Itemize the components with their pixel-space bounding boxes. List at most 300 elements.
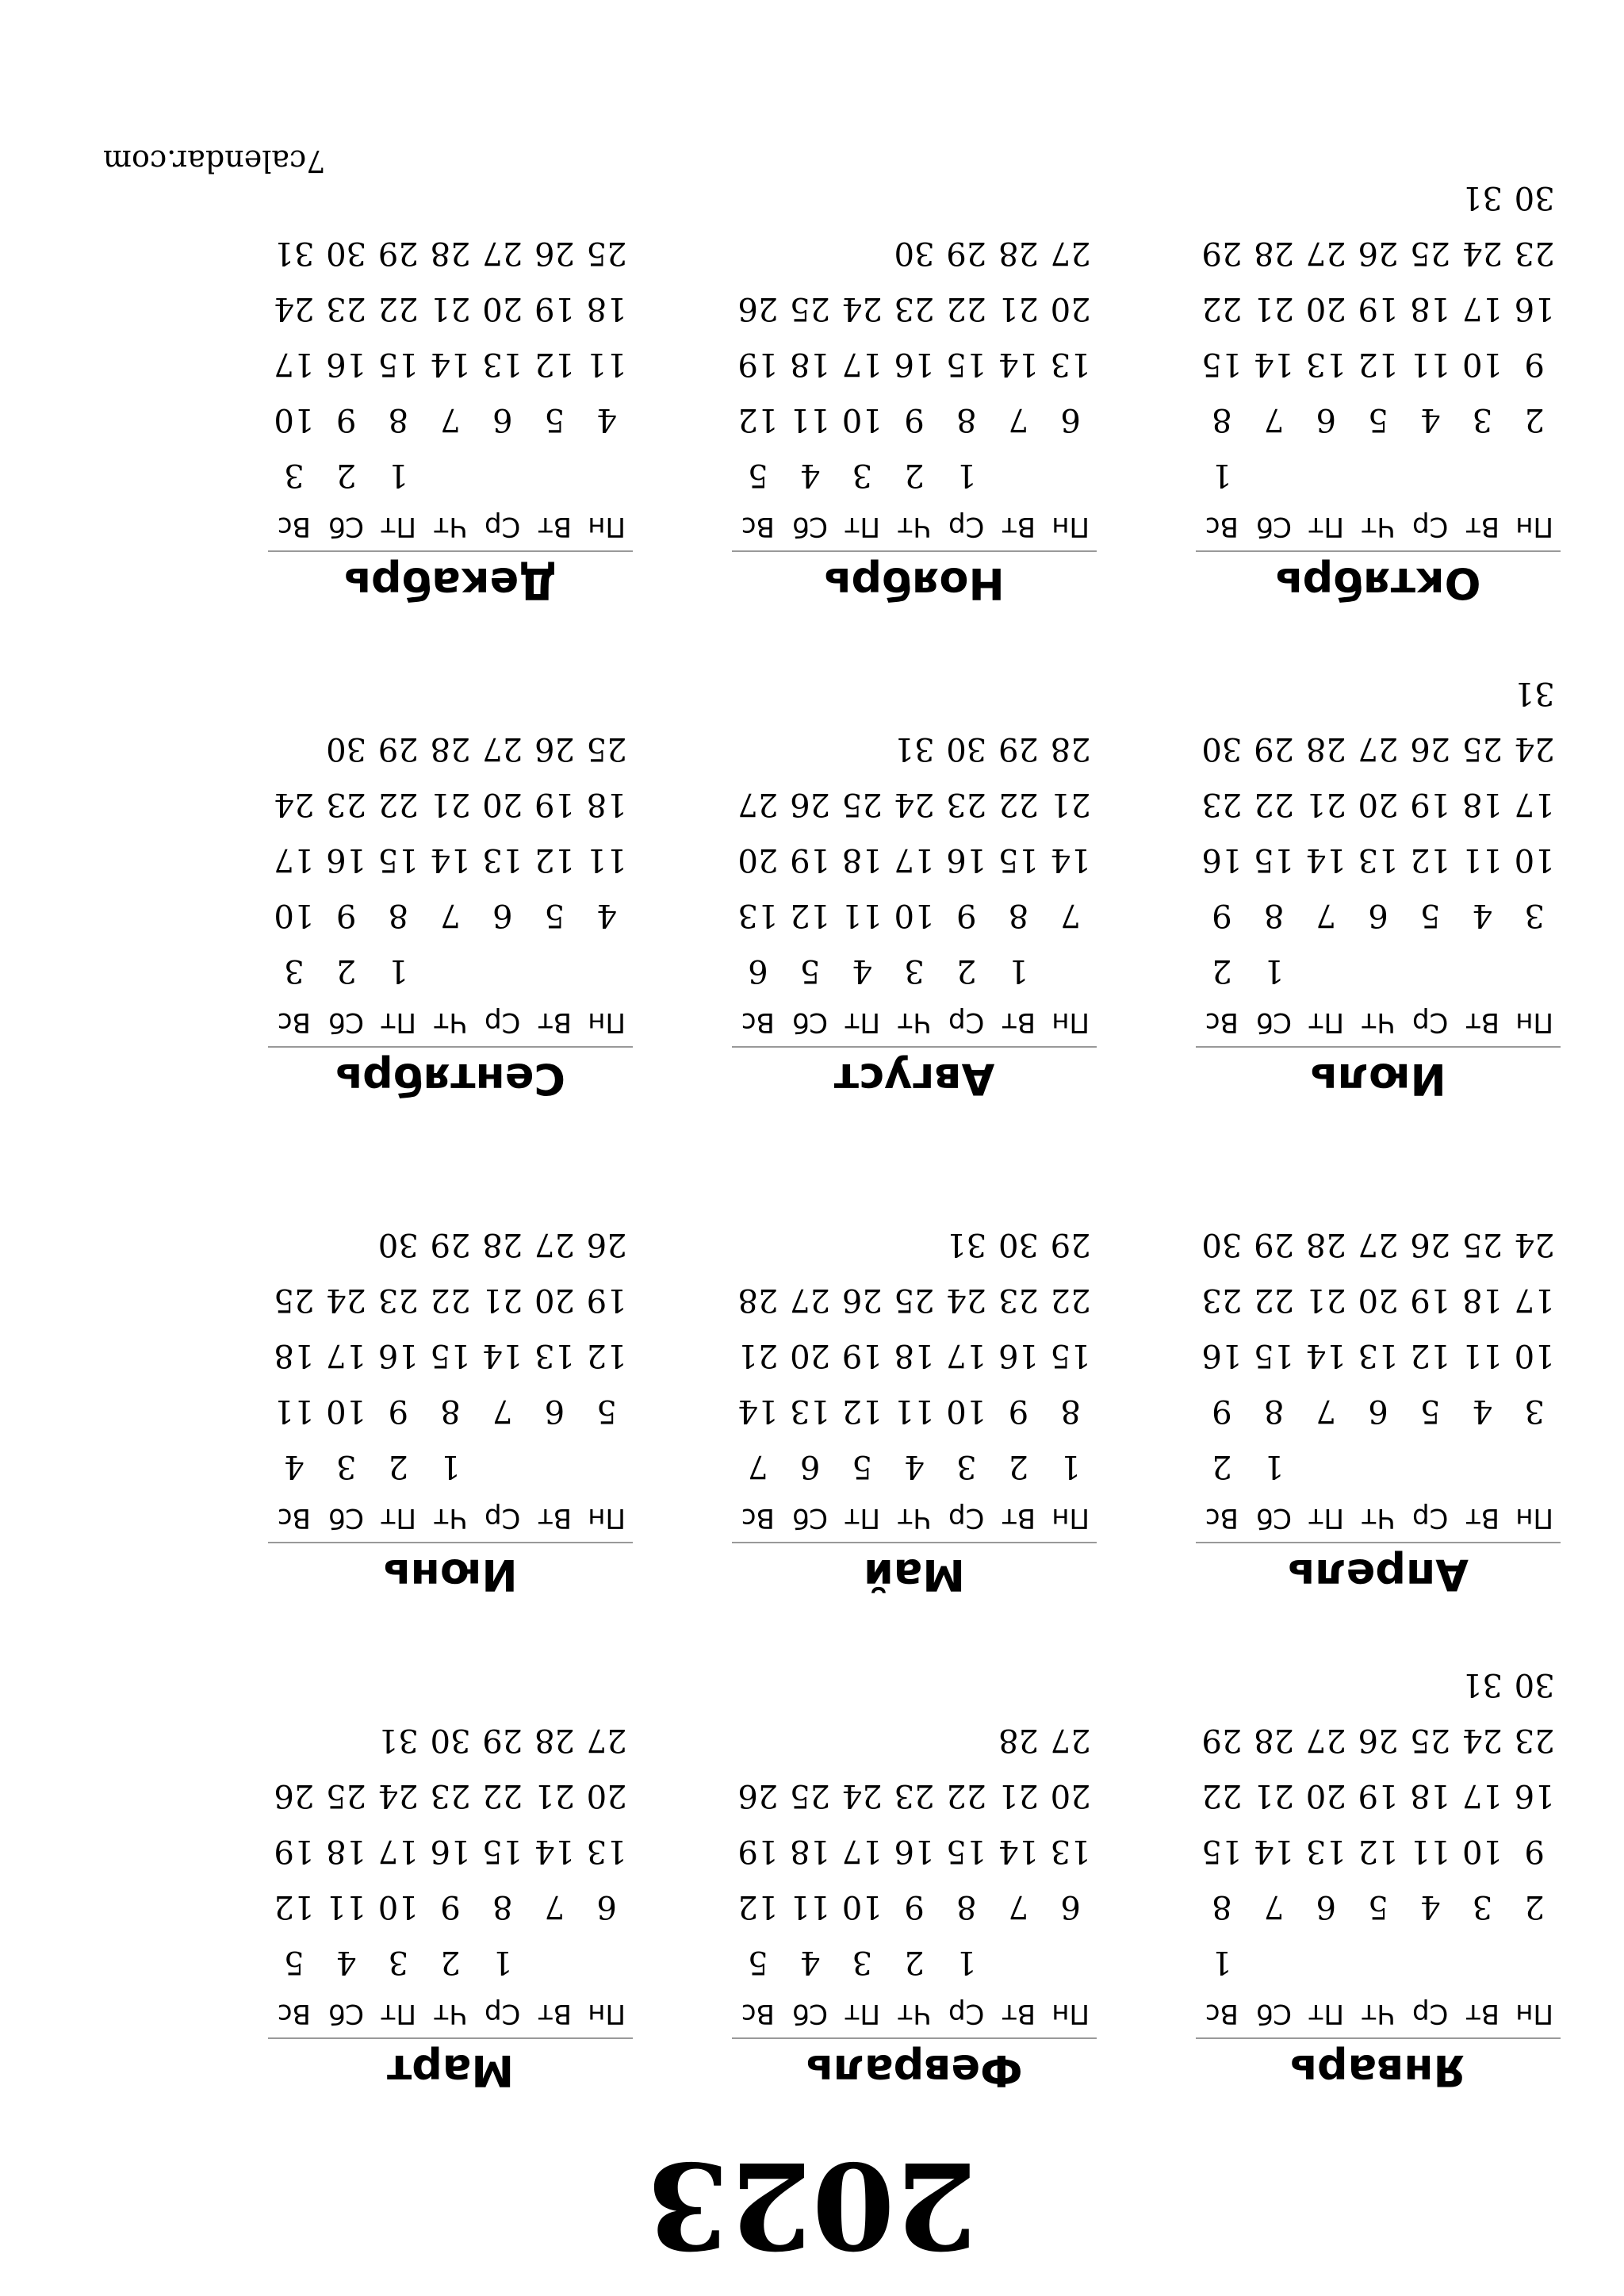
day-cell: 9 — [1008, 1393, 1029, 1429]
day-cell: 26 — [737, 1777, 779, 1814]
day-cell: 22 — [377, 290, 419, 327]
month-block — [1196, 675, 1561, 1106]
day-cell: 20 — [1305, 1777, 1346, 1814]
day-cell: 19 — [1358, 1777, 1399, 1814]
day-cell: 15 — [946, 346, 987, 382]
day-cell: 23 — [430, 1777, 471, 1814]
month-divider — [1196, 550, 1561, 552]
day-cell: 15 — [1201, 346, 1243, 382]
month-divider — [268, 550, 633, 552]
day-cell: 12 — [737, 401, 779, 438]
day-cell: 16 — [946, 841, 987, 878]
weekday-header — [268, 1494, 633, 1542]
week-row — [1196, 943, 1561, 999]
day-cell: 9 — [1212, 1393, 1232, 1429]
day-cell: 27 — [1050, 1722, 1091, 1758]
weekday-label: Вт — [1001, 1998, 1036, 2030]
day-cell: 24 — [1461, 235, 1503, 271]
day-cell: 28 — [737, 1282, 779, 1318]
day-cell: 29 — [946, 235, 987, 271]
day-cell: 23 — [1514, 1722, 1555, 1758]
day-cell: 14 — [1305, 1337, 1346, 1374]
day-cell: 31 — [894, 730, 935, 767]
week-row — [268, 1712, 633, 1768]
day-cell: 30 — [1514, 179, 1555, 216]
weekday-label: Вс — [277, 511, 311, 542]
day-cell: 21 — [482, 1282, 523, 1318]
weekday-label: Пн — [588, 511, 626, 542]
day-cell: 11 — [586, 346, 627, 382]
weekday-label: Пн — [1515, 1006, 1554, 1038]
day-cell: 1 — [492, 1944, 513, 1980]
day-cell: 20 — [1050, 1777, 1091, 1814]
day-cell: 12 — [274, 1888, 315, 1925]
day-cell: 10 — [841, 401, 883, 438]
day-cell: 21 — [534, 1777, 575, 1814]
weekday-label: Вт — [537, 1006, 573, 1038]
day-cell: 29 — [1254, 730, 1295, 767]
weekday-header — [1196, 1494, 1561, 1542]
weekday-label: Вс — [741, 511, 775, 542]
day-cell: 22 — [1254, 1282, 1295, 1318]
weekday-label: Пн — [588, 1998, 626, 2030]
day-cell: 24 — [841, 290, 883, 327]
day-cell: 7 — [1263, 401, 1285, 438]
day-cell: 20 — [1305, 290, 1346, 327]
day-cell: 6 — [544, 1393, 565, 1429]
day-cell: 8 — [1263, 1393, 1285, 1429]
weekday-label: Пн — [588, 1502, 626, 1534]
week-row — [1196, 1768, 1561, 1823]
week-row — [268, 1328, 633, 1383]
day-cell: 30 — [894, 235, 935, 271]
weekday-label: Вс — [277, 1006, 311, 1038]
day-cell: 5 — [544, 401, 565, 438]
day-cell: 30 — [326, 235, 367, 271]
day-cell: 7 — [544, 1888, 565, 1925]
weekday-label: Вс — [741, 1502, 775, 1534]
day-cell: 19 — [586, 1282, 627, 1318]
day-cell: 3 — [1472, 1888, 1493, 1925]
day-cell: 17 — [841, 346, 883, 382]
day-cell: 3 — [1524, 897, 1545, 933]
month-divider — [732, 1046, 1097, 1048]
day-cell: 25 — [1410, 1722, 1451, 1758]
day-cell: 16 — [894, 1833, 935, 1869]
month-block — [732, 1669, 1097, 2098]
week-row — [732, 1328, 1097, 1383]
day-cell: 18 — [790, 346, 831, 382]
day-cell: 27 — [1305, 1722, 1346, 1758]
day-cell: 16 — [1514, 290, 1555, 327]
day-cell: 31 — [1461, 1666, 1503, 1703]
week-row — [268, 832, 633, 887]
day-cell: 9 — [1524, 1833, 1545, 1869]
day-cell: 6 — [1060, 401, 1081, 438]
day-cell: 14 — [998, 1833, 1039, 1869]
day-cell: 19 — [1410, 1282, 1451, 1318]
day-cell: 11 — [274, 1393, 315, 1429]
day-cell: 28 — [534, 1722, 575, 1758]
day-cell: 13 — [1305, 346, 1346, 382]
week-row — [268, 1439, 633, 1494]
day-cell: 13 — [586, 1833, 627, 1869]
day-cell: 4 — [1472, 897, 1493, 933]
day-cell: 15 — [377, 346, 419, 382]
week-row — [732, 1712, 1097, 1768]
day-cell: 24 — [274, 786, 315, 822]
week-row — [1196, 665, 1561, 721]
day-cell: 24 — [841, 1777, 883, 1814]
day-cell: 13 — [1050, 346, 1091, 382]
day-cell: 21 — [430, 290, 471, 327]
day-cell: 13 — [482, 346, 523, 382]
day-cell: 11 — [586, 841, 627, 878]
day-cell: 24 — [377, 1777, 419, 1814]
week-row — [732, 721, 1097, 776]
day-cell: 24 — [274, 290, 315, 327]
day-cell: 4 — [335, 1944, 357, 1980]
weekday-label: Пн — [1515, 1502, 1554, 1534]
day-cell: 14 — [430, 346, 471, 382]
weekday-label: Пн — [588, 1006, 626, 1038]
week-row — [268, 392, 633, 447]
day-cell: 4 — [799, 457, 821, 493]
week-row — [732, 1439, 1097, 1494]
day-cell: 6 — [1060, 1888, 1081, 1925]
day-cell: 15 — [1254, 841, 1295, 878]
day-cell: 26 — [841, 1282, 883, 1318]
day-cell: 3 — [904, 953, 925, 989]
day-cell: 14 — [1254, 346, 1295, 382]
week-row — [732, 392, 1097, 447]
day-cell: 22 — [946, 1777, 987, 1814]
day-cell: 10 — [326, 1393, 367, 1429]
day-cell: 8 — [440, 1393, 461, 1429]
week-row — [1196, 1879, 1561, 1934]
day-cell: 10 — [946, 1393, 987, 1429]
weekday-label: Ср — [948, 511, 985, 542]
day-cell: 31 — [377, 1722, 419, 1758]
day-cell: 23 — [894, 290, 935, 327]
weekday-label: Пт — [844, 1998, 880, 2030]
weekday-label: Пн — [1051, 1998, 1090, 2030]
day-cell: 30 — [326, 730, 367, 767]
weekday-label: Ср — [485, 1502, 521, 1534]
day-cell: 17 — [946, 1337, 987, 1374]
day-cell: 26 — [274, 1777, 315, 1814]
day-cell: 27 — [482, 235, 523, 271]
week-row — [1196, 1217, 1561, 1272]
day-cell: 1 — [1263, 1448, 1285, 1485]
day-cell: 7 — [440, 897, 461, 933]
day-cell: 12 — [534, 346, 575, 382]
day-cell: 12 — [1410, 841, 1451, 878]
weekday-label: Вт — [1465, 1006, 1500, 1038]
month-divider — [1196, 1542, 1561, 1543]
weekday-label: Чт — [897, 511, 932, 542]
day-cell: 25 — [790, 290, 831, 327]
week-row — [268, 225, 633, 281]
month-divider — [732, 1542, 1097, 1543]
day-cell: 28 — [1254, 235, 1295, 271]
week-row — [732, 943, 1097, 999]
weekday-header — [732, 999, 1097, 1046]
month-block — [732, 182, 1097, 611]
day-cell: 26 — [737, 290, 779, 327]
day-cell: 19 — [790, 841, 831, 878]
weekday-label: Пн — [1051, 511, 1090, 542]
weekday-header — [1196, 503, 1561, 550]
day-cell: 23 — [1514, 235, 1555, 271]
day-cell: 20 — [790, 1337, 831, 1374]
day-cell: 7 — [1008, 1888, 1029, 1925]
day-cell: 13 — [482, 841, 523, 878]
weekday-label: Чт — [433, 1998, 468, 2030]
weekday-label: Вт — [1465, 1998, 1500, 2030]
weekday-label: Ср — [948, 1006, 985, 1038]
day-cell: 2 — [335, 953, 357, 989]
week-row — [732, 776, 1097, 832]
month-block — [1196, 1666, 1561, 2098]
weekday-label: Ср — [1412, 511, 1449, 542]
day-cell: 25 — [326, 1777, 367, 1814]
day-cell: 20 — [586, 1777, 627, 1814]
weekday-label: Пн — [1515, 1998, 1554, 2030]
day-cell: 24 — [1461, 1722, 1503, 1758]
day-cell: 29 — [482, 1722, 523, 1758]
day-cell: 1 — [956, 1944, 977, 1980]
day-cell: 29 — [377, 730, 419, 767]
day-cell: 15 — [1201, 1833, 1243, 1869]
day-cell: 12 — [790, 897, 831, 933]
weekday-label: Сб — [792, 1006, 828, 1038]
day-cell: 5 — [799, 953, 821, 989]
day-cell: 19 — [274, 1833, 315, 1869]
day-cell: 28 — [1305, 1226, 1346, 1263]
weekday-label: Чт — [1361, 1006, 1396, 1038]
day-cell: 4 — [1472, 1393, 1493, 1429]
day-cell: 16 — [430, 1833, 471, 1869]
day-cell: 9 — [1212, 897, 1232, 933]
week-row — [268, 776, 633, 832]
day-cell: 18 — [1461, 1282, 1503, 1318]
weekday-header — [268, 1990, 633, 2037]
week-row — [1196, 1712, 1561, 1768]
day-cell: 20 — [482, 290, 523, 327]
weekday-label: Пт — [380, 511, 416, 542]
weekday-header — [1196, 999, 1561, 1046]
weekday-label: Ср — [485, 511, 521, 542]
week-row — [1196, 1657, 1561, 1712]
day-cell: 16 — [998, 1337, 1039, 1374]
day-cell: 1 — [1060, 1448, 1081, 1485]
day-cell: 25 — [1461, 730, 1503, 767]
week-row — [1196, 887, 1561, 943]
day-cell: 28 — [482, 1226, 523, 1263]
day-cell: 28 — [430, 730, 471, 767]
month-divider — [268, 1046, 633, 1048]
week-row — [732, 281, 1097, 336]
month-name: Май — [864, 1550, 966, 1600]
day-cell: 2 — [956, 953, 977, 989]
day-cell: 8 — [956, 1888, 977, 1925]
day-cell: 8 — [956, 401, 977, 438]
weekday-label: Ср — [948, 1998, 985, 2030]
day-cell: 29 — [998, 730, 1039, 767]
day-cell: 16 — [1514, 1777, 1555, 1814]
week-row — [268, 1768, 633, 1823]
day-cell: 21 — [1254, 1777, 1295, 1814]
day-cell: 22 — [430, 1282, 471, 1318]
weekday-label: Чт — [897, 1006, 932, 1038]
day-cell: 30 — [946, 730, 987, 767]
day-cell: 27 — [1358, 730, 1399, 767]
day-cell: 14 — [482, 1337, 523, 1374]
day-cell: 5 — [544, 897, 565, 933]
year-title: 2023 — [646, 2135, 978, 2275]
weekday-label: Пн — [1515, 511, 1554, 542]
week-row — [732, 1879, 1097, 1934]
day-cell: 31 — [1514, 675, 1555, 711]
day-cell: 3 — [284, 953, 304, 989]
day-cell: 9 — [388, 1393, 409, 1429]
day-cell: 3 — [852, 457, 873, 493]
day-cell: 4 — [1420, 401, 1441, 438]
week-row — [1196, 392, 1561, 447]
day-cell: 13 — [1050, 1833, 1091, 1869]
day-cell: 21 — [1254, 290, 1295, 327]
day-cell: 8 — [388, 897, 409, 933]
weekday-label: Чт — [897, 1998, 932, 2030]
weekday-label: Вс — [1205, 1502, 1239, 1534]
day-cell: 20 — [482, 786, 523, 822]
day-cell: 26 — [586, 1226, 627, 1263]
day-cell: 26 — [1358, 1722, 1399, 1758]
day-cell: 1 — [1212, 457, 1232, 493]
month-name: Октябрь — [1275, 558, 1481, 608]
weekday-label: Ср — [1412, 1502, 1449, 1534]
week-row — [268, 1823, 633, 1879]
month-block — [1196, 1174, 1561, 1602]
day-cell: 15 — [377, 841, 419, 878]
weekday-label: Ср — [1412, 1998, 1449, 2030]
month-name: Август — [833, 1054, 995, 1104]
day-cell: 1 — [956, 457, 977, 493]
weekday-label: Пт — [844, 511, 880, 542]
weekday-label: Пт — [844, 1006, 880, 1038]
day-cell: 29 — [1254, 1226, 1295, 1263]
week-row — [732, 336, 1097, 392]
day-cell: 29 — [1050, 1226, 1091, 1263]
day-cell: 15 — [946, 1833, 987, 1869]
week-row — [1196, 776, 1561, 832]
day-cell: 6 — [492, 897, 513, 933]
weekday-label: Чт — [1361, 1502, 1396, 1534]
day-cell: 23 — [998, 1282, 1039, 1318]
day-cell: 31 — [1461, 179, 1503, 216]
weekday-label: Чт — [1361, 511, 1396, 542]
day-cell: 26 — [1410, 730, 1451, 767]
day-cell: 19 — [737, 1833, 779, 1869]
week-row — [1196, 1272, 1561, 1328]
day-cell: 2 — [1524, 1888, 1545, 1925]
day-cell: 20 — [1050, 290, 1091, 327]
weekday-header — [732, 1494, 1097, 1542]
day-cell: 14 — [534, 1833, 575, 1869]
day-cell: 1 — [388, 953, 409, 989]
weekday-label: Вс — [1205, 1006, 1239, 1038]
month-block — [268, 1669, 633, 2098]
week-row — [1196, 447, 1561, 503]
week-row — [1196, 1383, 1561, 1439]
day-cell: 23 — [946, 786, 987, 822]
week-row — [268, 1383, 633, 1439]
day-cell: 20 — [1358, 1282, 1399, 1318]
day-cell: 9 — [904, 1888, 925, 1925]
day-cell: 8 — [492, 1888, 513, 1925]
day-cell: 30 — [1514, 1666, 1555, 1703]
day-cell: 23 — [326, 290, 367, 327]
day-cell: 17 — [274, 841, 315, 878]
day-cell: 26 — [790, 786, 831, 822]
day-cell: 19 — [534, 290, 575, 327]
week-row — [732, 1383, 1097, 1439]
day-cell: 24 — [1514, 730, 1555, 767]
month-divider — [732, 550, 1097, 552]
day-cell: 11 — [1410, 1833, 1451, 1869]
day-cell: 25 — [1461, 1226, 1503, 1263]
day-cell: 4 — [904, 1448, 925, 1485]
day-cell: 18 — [274, 1337, 315, 1374]
day-cell: 8 — [1263, 897, 1285, 933]
day-cell: 30 — [1201, 730, 1243, 767]
day-cell: 6 — [596, 1888, 617, 1925]
day-cell: 18 — [1410, 290, 1451, 327]
day-cell: 16 — [326, 346, 367, 382]
weekday-label: Сб — [328, 1998, 364, 2030]
day-cell: 25 — [841, 786, 883, 822]
day-cell: 24 — [1514, 1226, 1555, 1263]
week-row — [1196, 1328, 1561, 1383]
day-cell: 1 — [1008, 953, 1029, 989]
day-cell: 11 — [1461, 841, 1503, 878]
day-cell: 25 — [586, 730, 627, 767]
day-cell: 4 — [596, 897, 617, 933]
day-cell: 25 — [586, 235, 627, 271]
day-cell: 30 — [1201, 1226, 1243, 1263]
weekday-label: Сб — [328, 511, 364, 542]
day-cell: 15 — [1254, 1337, 1295, 1374]
day-cell: 7 — [492, 1393, 513, 1429]
week-row — [732, 1823, 1097, 1879]
day-cell: 27 — [482, 730, 523, 767]
week-row — [1196, 170, 1561, 225]
day-cell: 5 — [596, 1393, 617, 1429]
day-cell: 3 — [1472, 401, 1493, 438]
month-name: Сентябрь — [335, 1054, 566, 1104]
day-cell: 14 — [430, 841, 471, 878]
day-cell: 10 — [841, 1888, 883, 1925]
week-row — [732, 887, 1097, 943]
day-cell: 21 — [737, 1337, 779, 1374]
day-cell: 10 — [894, 897, 935, 933]
month-name: Март — [386, 2045, 515, 2095]
day-cell: 18 — [1461, 786, 1503, 822]
weekday-label: Сб — [328, 1502, 364, 1534]
day-cell: 30 — [430, 1722, 471, 1758]
day-cell: 21 — [430, 786, 471, 822]
